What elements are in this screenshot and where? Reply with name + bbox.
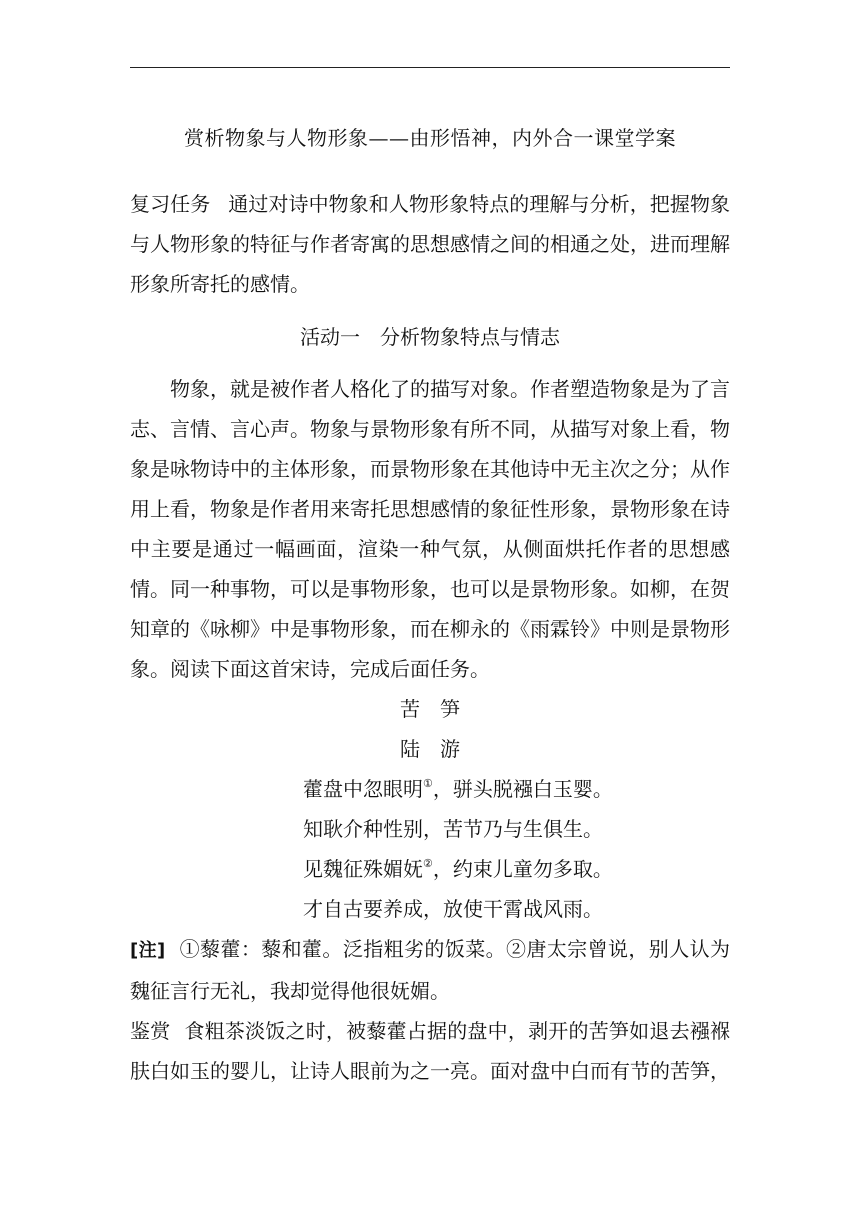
appreciation-text: 食粗茶淡饭之时，被藜藿占据的盘中，剥开的苦笋如退去襁褓肤白如玉的婴儿，让诗人眼前为之一亮。面对盘中白而有节的苦笋， — [130, 1019, 731, 1083]
poem-line — [130, 889, 730, 929]
poem-line — [130, 809, 730, 849]
intro-paragraph: 物象，就是被作者人格化了的描写对象。作者塑造物象是为了言志、言情、言心声。物象与景物形象有所不同，从描写对象上看，物象是咏物诗中的主体形象，而景物形象在其他诗中无主次之分；从作用上看，物象是作者用来寄托思想感情的象征性形象，景物形象在诗中主要是通过一幅画面，渲染一种气氛，从侧面烘托作者的思想感情。同一种事物，可以是事物形象，也可以是景物形象。如柳，在贺知章的《咏柳》中是事物形象，而在柳永的《雨霖铃》中则是景物形象。阅读下面这首宋诗，完成后面任务。 — [130, 377, 730, 681]
footnote-marker: ② — [423, 857, 433, 870]
poem-line-text: ，约束儿童勿多取。 — [432, 857, 613, 881]
footnote-marker: ① — [423, 777, 433, 790]
activity-label: 活动一 — [300, 325, 360, 349]
poem-line-text: 见魏征殊媚妩 — [303, 857, 423, 881]
header-rule — [130, 67, 730, 68]
note-label: [注] — [130, 940, 166, 961]
activity-heading — [130, 317, 730, 357]
poem-line — [130, 769, 730, 809]
poem-line-text: 才自古要养成，放使干霄战风雨。 — [303, 897, 603, 921]
appreciation-label: 鉴赏 — [130, 1019, 171, 1043]
appreciation — [130, 1011, 730, 1091]
poem-line — [130, 849, 730, 889]
poem-line-text: 知耿介种性别，苦节乃与生俱生。 — [303, 817, 603, 841]
review-task-text: 通过对诗中物象和人物形象特点的理解与分析，把握物象与人物形象的特征与作者寄寓的思想感情之间的相通之处，进而理解形象所寄托的感情。 — [130, 192, 731, 296]
activity-title: 分析物象特点与情志 — [380, 325, 560, 349]
poem-note — [130, 929, 730, 1011]
poem-title: 苦笋 — [400, 697, 480, 721]
review-task-label: 复习任务 — [130, 192, 211, 216]
page-title: 赏析物象与人物形象——由形悟神，内外合一课堂学案 — [184, 126, 676, 150]
document-page — [130, 118, 730, 1091]
poem — [130, 689, 730, 929]
poem-line-text: ，骈头脱襁白玉婴。 — [432, 777, 613, 801]
poem-line-text: 藿盘中忽眼明 — [303, 777, 423, 801]
review-task — [130, 184, 730, 304]
note-text: ①藜藿：藜和藿。泛指粗劣的饭菜。②唐太宗曾说，别人认为魏征言行无礼，我却觉得他很妩媚。 — [130, 937, 731, 1003]
poem-author: 陆游 — [400, 737, 480, 761]
